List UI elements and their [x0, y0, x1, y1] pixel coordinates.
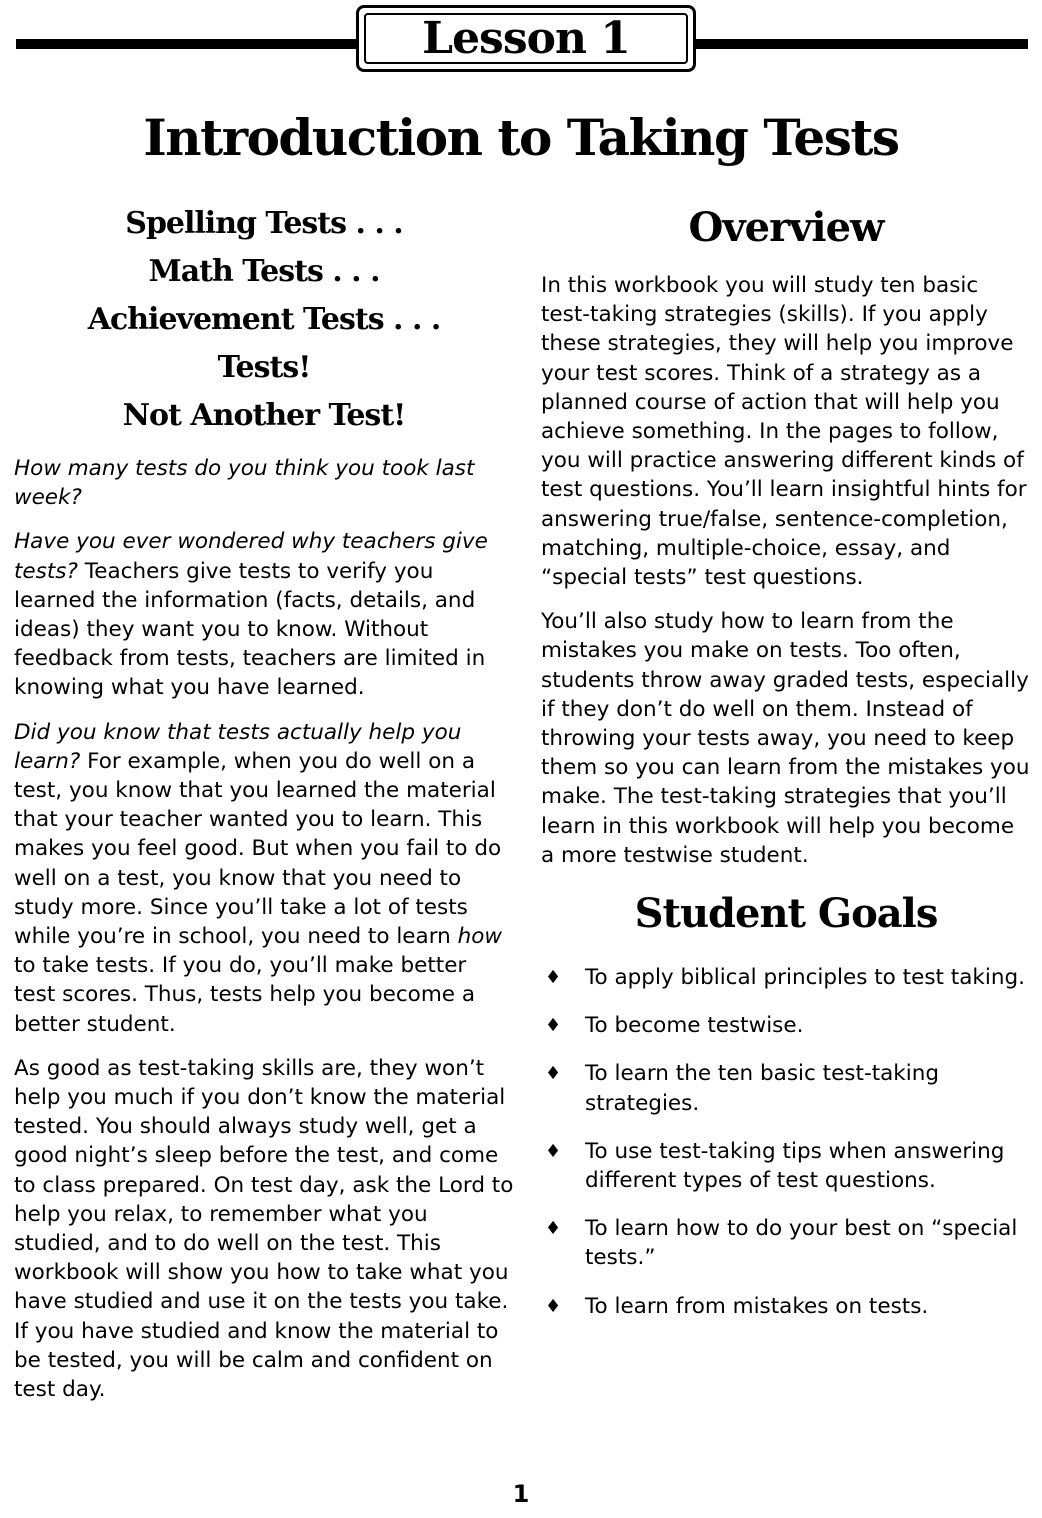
paragraph-skills: As good as test-taking skills are, they won’t help you much if you don’t know the material tested. You should always study well, get a good night’s sleep before the test, and come to class prepared. On test day, ask the Lord to help you relax, to remember what you studied, and to do well on the test. This workbook will show you how to take what you have studied and use it on the tests you take. If you have studied and know the material to be tested, you will be calm and confident on test day. [14, 1055, 514, 1403]
question-text: Have you ever wondered why teachers give tests? [14, 529, 488, 584]
goal-text: To become testwise. [585, 1013, 804, 1039]
tests-line: Tests! [217, 350, 311, 385]
tests-line: Not Another Test! [122, 398, 406, 433]
diamond-bullet-icon: ♦ [545, 1063, 562, 1085]
goals-heading: Student Goals [634, 890, 938, 938]
paragraph-text: For example, when you do well on a test, you know that you learned the material that your teacher wanted you to learn. This makes you feel good. But when you fail to do well on a test, you know that you need to study more. Since you’ll take a lot of tests while you’re in school, you need to learn [14, 748, 502, 950]
tests-line: Math Tests . . . [148, 254, 380, 289]
left-column [14, 200, 514, 1419]
diamond-bullet-icon: ♦ [545, 967, 562, 989]
tests-line: Spelling Tests . . . [125, 206, 403, 241]
diamond-bullet-icon: ♦ [545, 1015, 562, 1037]
list-item [541, 1059, 1031, 1117]
overview-heading: Overview [688, 204, 884, 251]
goal-text: To learn from mistakes on tests. [585, 1293, 929, 1319]
list-item [541, 1011, 1031, 1040]
goal-text: To apply biblical principles to test taking. [585, 965, 1025, 991]
goal-text: To learn how to do your best on “special tests.” [585, 1216, 1018, 1271]
paragraph-tests-help [14, 718, 514, 1039]
list-item [541, 1137, 1031, 1195]
diamond-bullet-icon: ♦ [545, 1295, 562, 1317]
emphasis-text: how [457, 924, 503, 950]
question-text: How many tests do you think you took last week? [14, 456, 475, 511]
overview-paragraph-1: In this workbook you will study ten basic test-taking strategies (skills). If you apply these strategies, they will help you improve your test scores. Think of a strategy as a planned course of action that will help you achieve something. In the pages to follow, you will practice answering different kinds of test questions. You’ll learn insightful hints for answering true/false, sentence-completion, matching, multiple-choice, essay, and “special tests” test questions. [541, 273, 1027, 591]
tests-line: Achievement Tests . . . [87, 302, 441, 337]
overview-paragraph-2: You’ll also study how to learn from the mistakes you make on tests. Too often, students throw away graded tests, especially if they don’t do well on them. Instead of throwing your tests away, you need to keep them so you can learn from the mistakes you make. The test-taking strategies that you’ll learn in this workbook will help you become a more testwise student. [541, 609, 1030, 868]
diamond-bullet-icon: ♦ [545, 1218, 562, 1240]
header-rule-right [688, 39, 1028, 49]
goal-text: To use test-taking tips when answering different types of test questions. [585, 1138, 1005, 1194]
page-number: 1 [512, 1480, 530, 1508]
list-item [541, 1292, 1031, 1321]
tests-list [14, 200, 514, 440]
paragraph-question-1 [14, 454, 514, 512]
paragraph-text: to take tests. If you do, you’ll make better test scores. Thus, tests help you become a better student. [14, 953, 476, 1037]
header-rule-left [16, 39, 362, 49]
question-text: Did you know that tests actually help you learn? [14, 719, 462, 774]
goal-text: To learn the ten basic test-taking strategies. [585, 1061, 940, 1116]
paragraph-why-tests [14, 527, 514, 702]
paragraph-text: Teachers give tests to verify you learned the information (facts, details, and ideas) they want you to know. Without feedback from tests, teachers are limited in knowing what you have learned. [14, 558, 486, 701]
goals-list [541, 963, 1031, 1321]
page-title: Introduction to Taking Tests [143, 108, 899, 167]
right-column [541, 200, 1031, 1340]
list-item [541, 963, 1031, 992]
list-item [541, 1214, 1031, 1272]
lesson-label-box [356, 5, 696, 72]
diamond-bullet-icon: ♦ [545, 1140, 562, 1162]
lesson-label: Lesson 1 [364, 13, 688, 64]
